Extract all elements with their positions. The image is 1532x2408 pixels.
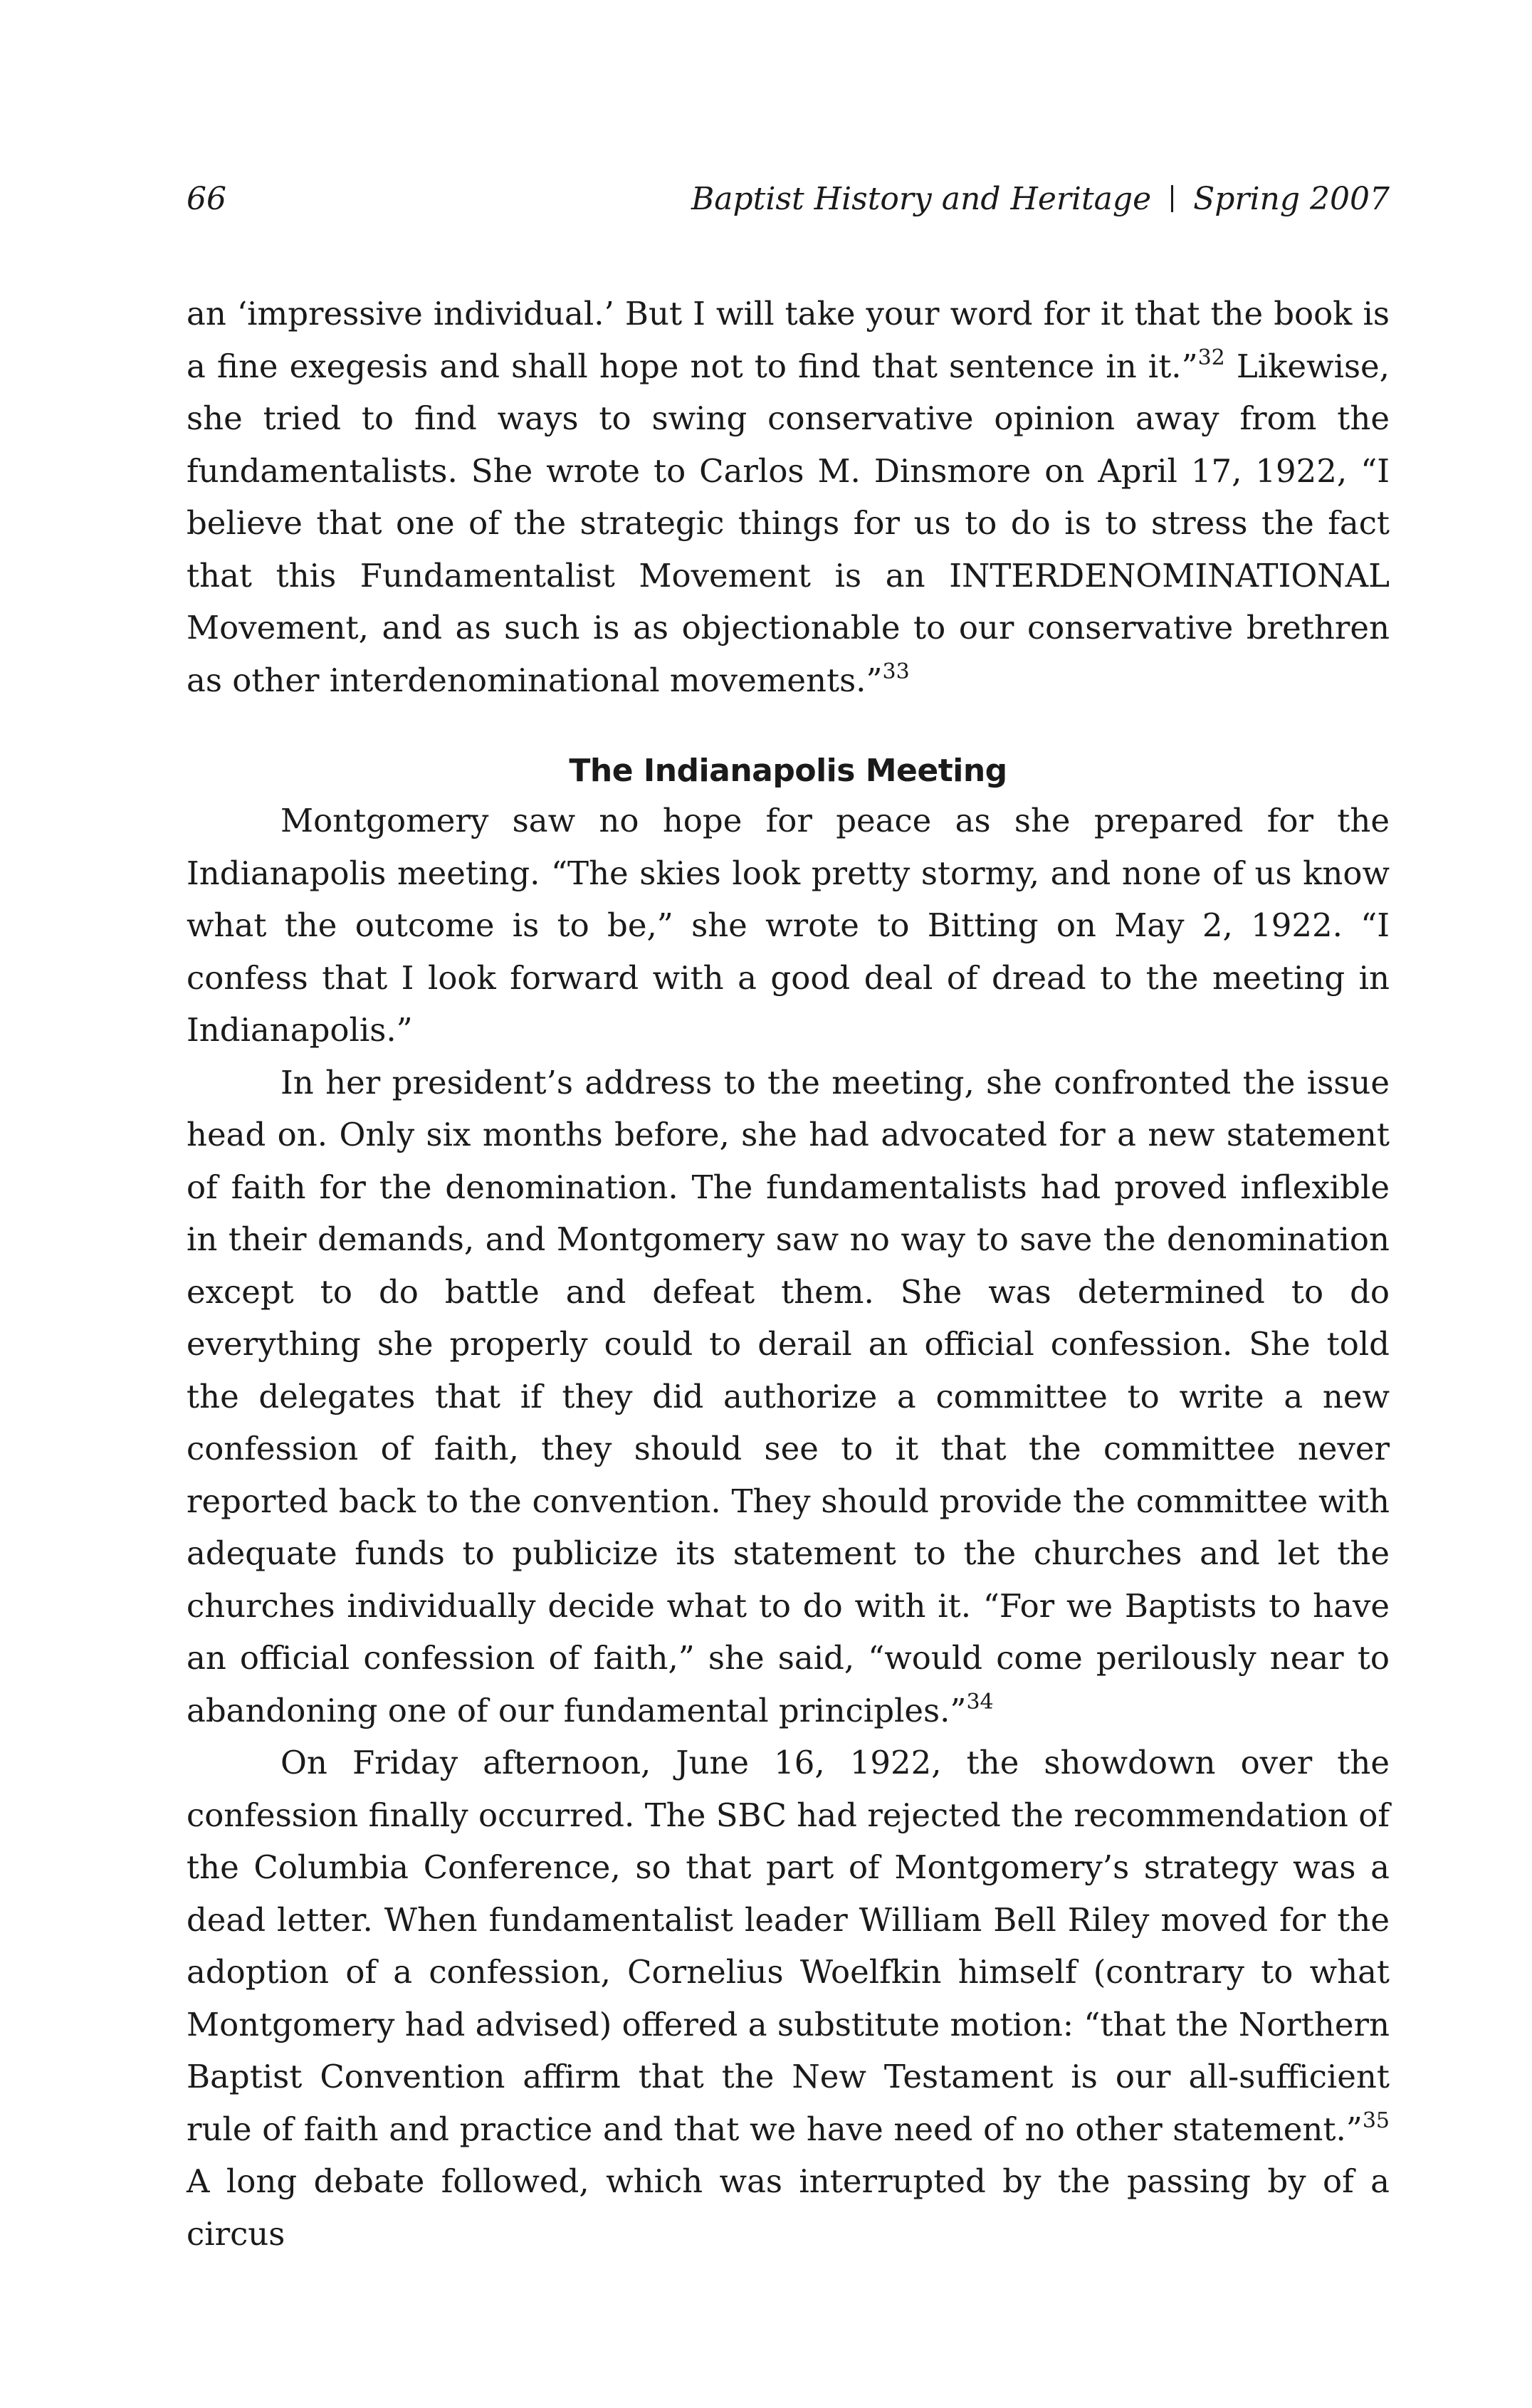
continuation-text-2: Likewise, she tried to find ways to swing conservative opinion away from the fundamentalists. She wrote to Carlos M. Dinsmore on April 17, 1922, “I believe that one of the strategic things for us to do is to stress the fact that this Fundamentalist Movement is an INTERDENOMINATIONAL Movement, and as such is as objectionable to our conservative brethren as other interdenominational movements.” — [187, 347, 1390, 699]
footnote-ref-34: 34 — [966, 1689, 994, 1715]
issue-date: Spring 2007 — [1193, 181, 1390, 217]
footnote-ref-32: 32 — [1197, 345, 1225, 370]
header-separator — [1171, 185, 1173, 212]
paragraph-3-text-1: On Friday afternoon, June 16, 1922, the showdown over the confession finally occurred. The SBC had rejected the recommendation of the Columbia Conference, so that part of Montgomery’s strategy was a dead letter. When fundamentalist leader William Bell Riley moved for the adoption of a confession, Cornelius Woelfkin himself (contrary to what Montgomery had advised) offered a substitute motion: “that the Northern Baptist Convention affirm that the New Testament is our all-sufficient rule of faith and practice and that we have need of no other statement.” — [187, 1744, 1390, 2148]
footnote-ref-33: 33 — [882, 659, 910, 684]
body-text — [187, 288, 1390, 2260]
paragraph-indianapolis-prep — [187, 795, 1390, 1057]
paragraph-showdown — [187, 1737, 1390, 2260]
section-heading: The Indianapolis Meeting — [569, 753, 1007, 789]
page-number: 66 — [187, 181, 226, 217]
journal-info — [691, 171, 1390, 228]
paragraph-1-text: Montgomery saw no hope for peace as she prepared for the Indianapolis meeting. “The skies look pretty stormy, and none of us know what the outcome is to be,” she wrote to Bitting on May 2, 1922. “I confess that I look forward with a good deal of dread to the meeting in Indianapolis.” — [187, 802, 1390, 1049]
running-head — [187, 171, 1390, 228]
continuation-paragraph — [187, 288, 1390, 706]
paragraph-presidents-address — [187, 1057, 1390, 1737]
paragraph-3-text-2: A long debate followed, which was interrupted by the passing by of a circus — [187, 2162, 1390, 2253]
journal-title: Baptist History and Heritage — [691, 181, 1152, 217]
paragraph-2-text: In her president’s address to the meeting, she confronted the issue head on. Only six months before, she had advocated for a new statement of faith for the denomination. The fundamentalists had proved inflexible in their demands, and Montgomery saw no way to save the denomination except to do battle and defeat them. She was determined to do everything she properly could to derail an official confession. She told the delegates that if they did authorize a committee to write a new confession of faith, they should see to it that the committee never reported back to the convention. They should provide the committee with adequate funds to publicize its statement to the churches and let the churches individually decide what to do with it. “For we Baptists to have an official confession of faith,” she said, “would come perilously near to abandoning one of our fundamental principles.” — [187, 1063, 1390, 1729]
continuation-text-1: an ‘impressive individual.’ But I will take your word for it that the book is a fine exegesis and shall hope not to find that sentence in it.” — [187, 295, 1390, 385]
footnote-ref-35: 35 — [1362, 2108, 1390, 2133]
